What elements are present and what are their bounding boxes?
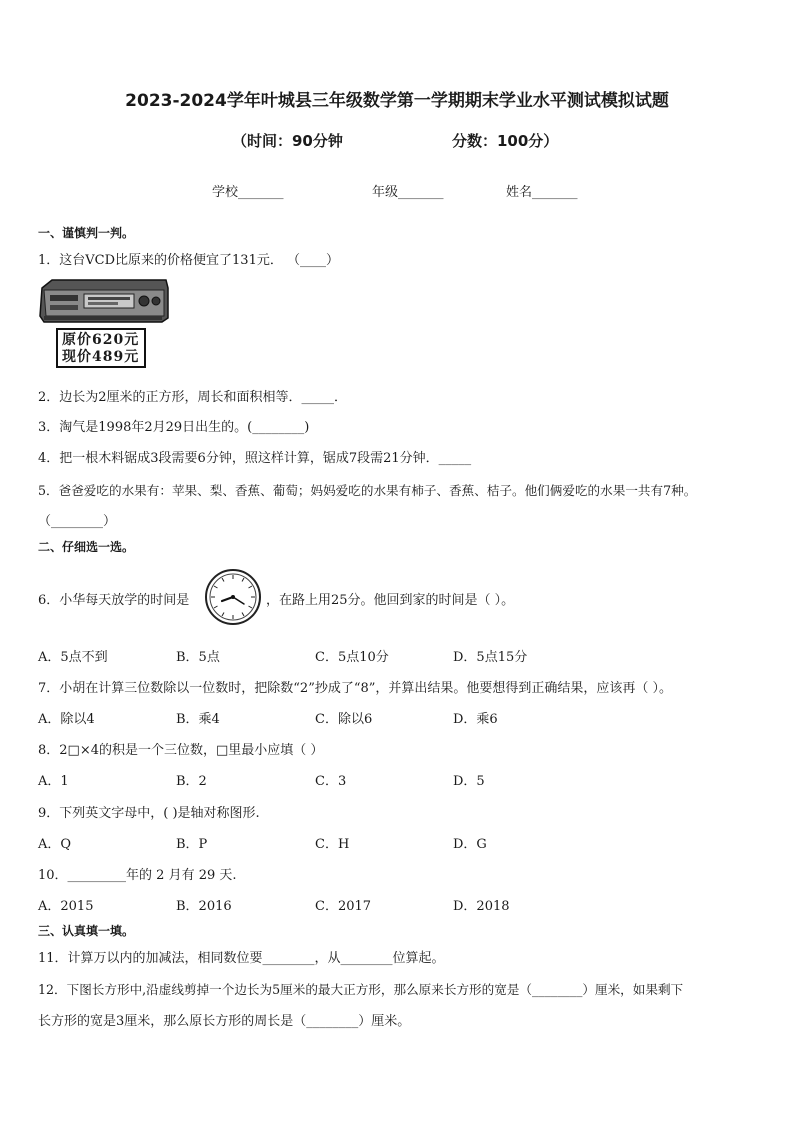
q10-option-c: C．2017	[315, 899, 372, 914]
page-title: 2023-2024学年叶城县三年级数学第一学期期末学业水平测试模拟试题	[125, 91, 669, 111]
q9-option-d: D．G	[453, 837, 487, 852]
question-2: 2．边长为2厘米的正方形，周长和面积相等．_____．	[38, 390, 348, 405]
grade-field: 年级_______	[372, 185, 444, 200]
name-field: 姓名_______	[506, 185, 578, 200]
section-heading: 二、仔细选一选。	[38, 540, 135, 554]
question-12: 12．下图长方形中,沿虚线剪掉一个边长为5厘米的最大正方形，那么原来长方形的宽是（________）厘米，如果剩下	[38, 982, 684, 997]
question-5-answer: （________）	[38, 514, 117, 529]
section-heading: 三、认真填一填。	[38, 924, 135, 938]
question-4: 4．把一根木料锯成3段需要6分钟，照这样计算，锯成7段需21分钟．_____	[38, 451, 472, 466]
q10-option-b: B．2016	[176, 899, 232, 914]
q8-option-c: C．3	[315, 774, 347, 789]
question-12-cont: 长方形的宽是3厘米，那么原长方形的周长是（________）厘米。	[38, 1014, 411, 1029]
q9-option-c: C．H	[315, 837, 350, 852]
price-original: 原价620元	[62, 332, 140, 348]
vcd-player-image	[38, 278, 170, 324]
question-8: 8．2□×4的积是一个三位数，□里最小应填（ ）	[38, 743, 324, 758]
question-9: 9．下列英文字母中，( )是轴对称图形.	[38, 806, 260, 821]
question-11: 11．计算万以内的加减法，相同数位要________，从________位算起。	[38, 951, 445, 966]
section-heading: 一、谨慎判一判。	[38, 226, 135, 240]
q10-option-d: D．2018	[453, 899, 510, 914]
exam-time: （时间：90分钟	[232, 132, 343, 150]
q6-option-c: C．5点10分	[315, 650, 389, 665]
q8-option-a: A．1	[38, 774, 69, 789]
question-7: 7．小胡在计算三位数除以一位数时，把除数“2”抄成了“8”，并算出结果。他要想得到正确结果，应该再（ ）。	[38, 681, 673, 696]
q6-option-b: B．5点	[176, 650, 220, 665]
question-5: 5．爸爸爱吃的水果有：苹果、梨、香蕉、葡萄；妈妈爱吃的水果有柿子、香蕉、桔子。他们俩爱吃的水果一共有7种。	[38, 483, 697, 498]
q7-option-c: C．除以6	[315, 712, 373, 727]
q6-option-a: A．5点不到	[38, 650, 108, 665]
q6-option-d: D．5点15分	[453, 650, 528, 665]
q7-option-b: B．乘4	[176, 712, 220, 727]
q7-option-d: D．乘6	[453, 712, 498, 727]
exam-score: 分数：100分）	[452, 132, 559, 150]
price-now: 现价489元	[62, 349, 140, 365]
question-6-end: ，在路上用25分。他回到家的时间是（ ）。	[266, 593, 515, 608]
question-3: 3．淘气是1998年2月29日出生的。(________)	[38, 420, 310, 435]
q9-option-b: B．P	[176, 837, 208, 852]
q9-option-a: A．Q	[38, 837, 72, 852]
q7-option-a: A．除以4	[38, 712, 95, 727]
school-field: 学校_______	[212, 185, 284, 200]
q8-option-b: B．2	[176, 774, 207, 789]
clock-icon	[204, 568, 262, 626]
price-tag	[56, 328, 146, 368]
question-1: 1．这台VCD比原来的价格便宜了131元． （____）	[38, 253, 339, 268]
q10-option-a: A．2015	[38, 899, 94, 914]
question-6-start: 6．小华每天放学的时间是	[38, 593, 190, 608]
q8-option-d: D．5	[453, 774, 485, 789]
question-10: 10．_________年的 2 月有 29 天.	[38, 868, 237, 883]
